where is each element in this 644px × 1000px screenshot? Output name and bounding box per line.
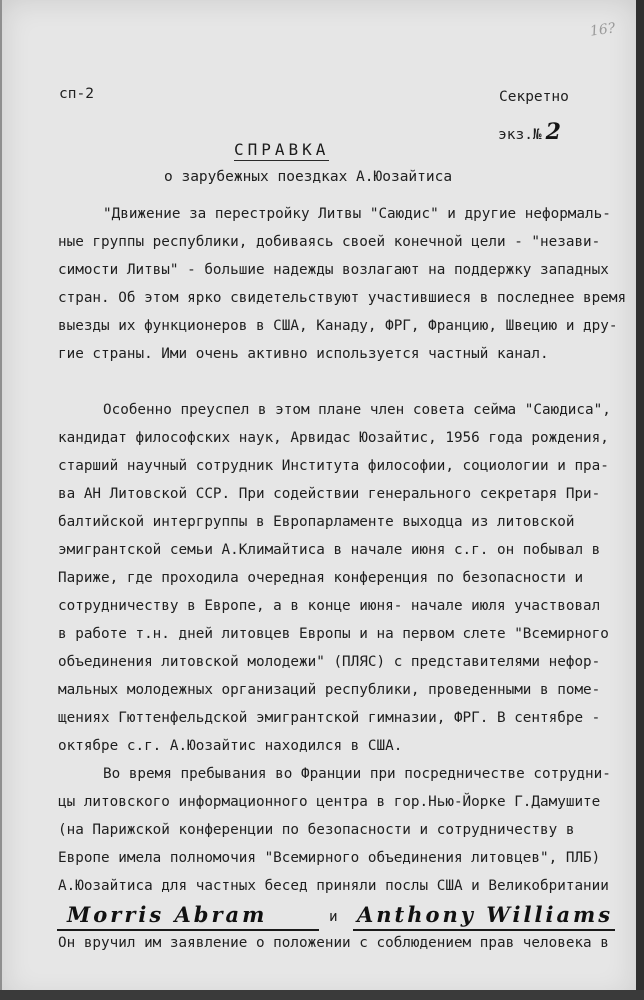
text-line: старший научный сотрудник Института философии, социологии и пра- bbox=[58, 458, 609, 474]
text-line: Париже, где проходила очередная конференция по безопасности и bbox=[58, 570, 584, 586]
text-line: "Движение за перестройку Литвы "Саюдис" и другие неформаль- bbox=[103, 206, 611, 222]
text-line: в работе т.н. дней литовцев Европы и на первом слете "Всемирного bbox=[58, 626, 609, 642]
text-line: октябре с.г. А.Юозайтис находился в США. bbox=[58, 738, 403, 754]
text-line: балтийской интергруппы в Европарламенте выходца из литовской bbox=[58, 514, 575, 530]
text-line: кандидат философских наук, Арвидас Юозайтис, 1956 года рождения, bbox=[58, 430, 609, 446]
text-line: Особенно преуспел в этом плане член совета сейма "Саюдиса", bbox=[103, 402, 611, 418]
text-line: А.Юозайтиса для частных бесед приняли послы США и Великобритании bbox=[58, 878, 609, 894]
text-line: объединения литовской молодежи" (ПЛЯС) с представителями нефор- bbox=[58, 654, 601, 670]
text-line: (на Парижской конференции по безопасности и сотрудничеству в bbox=[58, 822, 575, 838]
classification-label: Секретно bbox=[499, 89, 569, 105]
text-line: сотрудничеству в Европе, а в конце июня- начале июля участвовал bbox=[58, 598, 601, 614]
connector-text: и bbox=[329, 909, 338, 925]
copy-label: экз.№ bbox=[498, 127, 542, 143]
text-line: выезды их функционеров в США, Канаду, ФРГ, Францию, Швецию и дру- bbox=[58, 318, 618, 334]
handwritten-name-1: Morris Abram bbox=[67, 902, 268, 927]
underline-rule bbox=[353, 929, 615, 931]
text-line: ные группы республики, добиваясь своей конечной цели - "незави- bbox=[58, 234, 601, 250]
copy-number bbox=[498, 119, 561, 145]
text-line: эмигрантской семьи А.Климайтиса в начале июня с.г. он побывал в bbox=[58, 542, 601, 558]
text-line: стран. Об этом ярко свидетельствуют участившиеся в последнее время bbox=[58, 290, 627, 306]
copy-number-handwritten: 2 bbox=[545, 119, 561, 145]
text-line: Европе имела полномочия "Всемирного объединения литовцев", ПЛБ) bbox=[58, 850, 601, 866]
text-line: щениях Гюттенфельдской эмигрантской гимназии, ФРГ. В сентябре - bbox=[58, 710, 601, 726]
handwritten-names bbox=[57, 902, 617, 930]
underline-rule bbox=[57, 929, 319, 931]
document-page bbox=[2, 0, 636, 1000]
document-title: СПРАВКА bbox=[234, 140, 330, 159]
text-line: симости Литвы" - большие надежды возлагают на поддержку западных bbox=[58, 262, 609, 278]
scan-edge bbox=[636, 0, 644, 1000]
text-line: мальных молодежных организаций республики, проведенными в поме- bbox=[58, 682, 601, 698]
text-line: цы литовского информационного центра в гор.Нью-Йорке Г.Дамушите bbox=[58, 794, 601, 810]
archive-page-number: 16? bbox=[589, 20, 617, 40]
text-line: Во время пребывания во Франции при посредничестве сотрудни- bbox=[103, 766, 611, 782]
scan-edge bbox=[0, 990, 644, 1000]
text-line: ва АН Литовской ССР. При содействии генерального секретаря При- bbox=[58, 486, 601, 502]
text-line: гие страны. Ими очень активно используется частный канал. bbox=[58, 346, 549, 362]
text-line: Он вручил им заявление о положении с соблюдением прав человека в bbox=[58, 935, 609, 951]
document-code: сп-2 bbox=[59, 86, 94, 102]
document-subtitle: о зарубежных поездках А.Юозайтиса bbox=[164, 169, 453, 185]
handwritten-name-2: Anthony Williams bbox=[357, 902, 614, 927]
